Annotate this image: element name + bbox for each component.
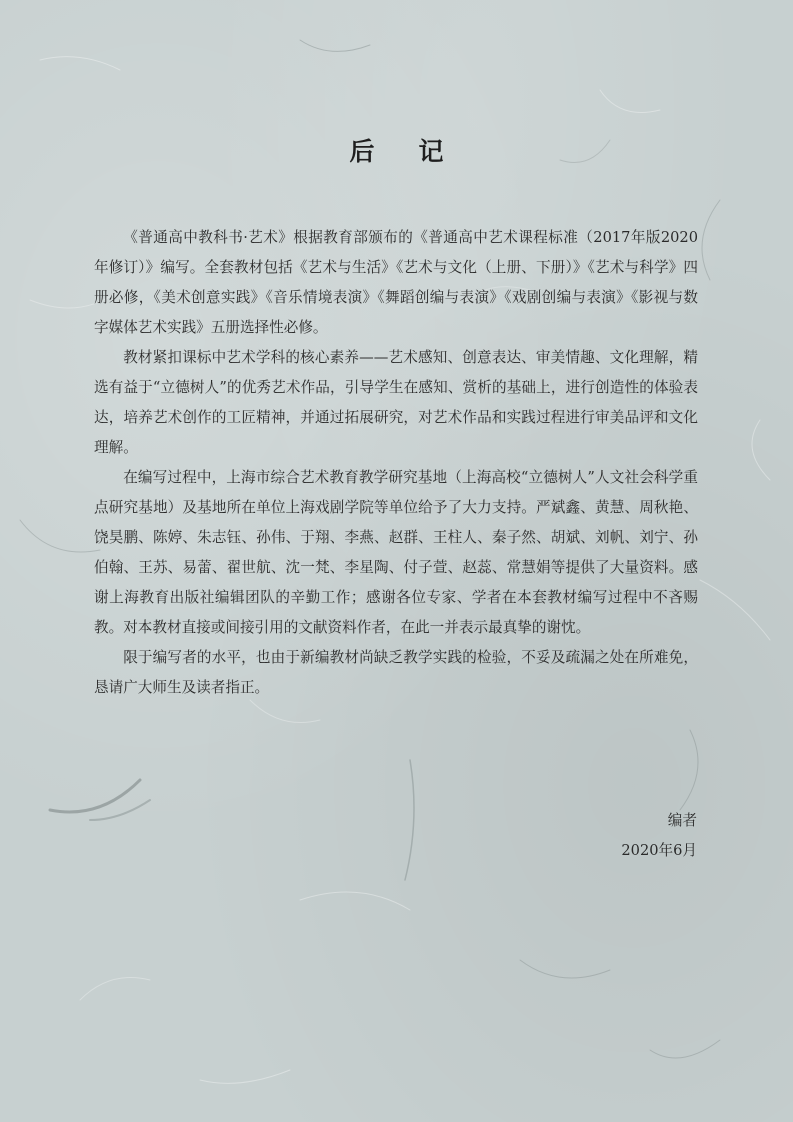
paragraph: 《普通高中教科书·艺术》根据教育部颁布的《普通高中艺术课程标准（2017年版2020年修订）》编写。全套教材包括《艺术与生活》《艺术与文化（上册、下册）》《艺术与科学》四册必修，《美术创意实践》《音乐情境表演》《舞蹈创编与表演》《戏剧创编与表演》《影视与数字媒体艺术实践》五册选择性必修。: [94, 229, 698, 336]
signature-date: 2020年6月: [621, 842, 697, 859]
page-title: 后记: [349, 137, 488, 166]
paragraph: 教材紧扣课标中艺术学科的核心素养——艺术感知、创意表达、审美情趣、文化理解，精选有益于“立德树人”的优秀艺术作品，引导学生在感知、赏析的基础上，进行创造性的体验表达，培养艺术创作的工匠精神，并通过拓展研究，对艺术作品和实践过程进行审美品评和文化理解。: [94, 349, 698, 456]
paragraph: 限于编写者的水平，也由于新编教材尚缺乏教学实践的检验，不妥及疏漏之处在所难免，恳请广大师生及读者指正。: [94, 649, 698, 696]
paragraph: 在编写过程中，上海市综合艺术教育教学研究基地（上海高校“立德树人”人文社会科学重点研究基地）及基地所在单位上海戏剧学院等单位给予了大力支持。严斌鑫、黄慧、周秋艳、饶昊鹏、陈婷、朱志钰、孙伟、于翔、李燕、赵群、王柱人、秦子然、胡斌、刘帆、刘宁、孙伯翰、王苏、易蕾、翟世航、沈一梵、李星陶、付子萱、赵蕊、常慧娟等提供了大量资料。感谢上海教育出版社编辑团队的辛勤工作；感谢各位专家、学者在本套教材编写过程中不吝赐教。对本教材直接或间接引用的文献资料作者，在此一并表示最真挚的谢忱。: [94, 469, 698, 636]
signature-author: 编者: [667, 812, 697, 829]
body-text: [94, 223, 698, 703]
signature: [621, 806, 697, 866]
